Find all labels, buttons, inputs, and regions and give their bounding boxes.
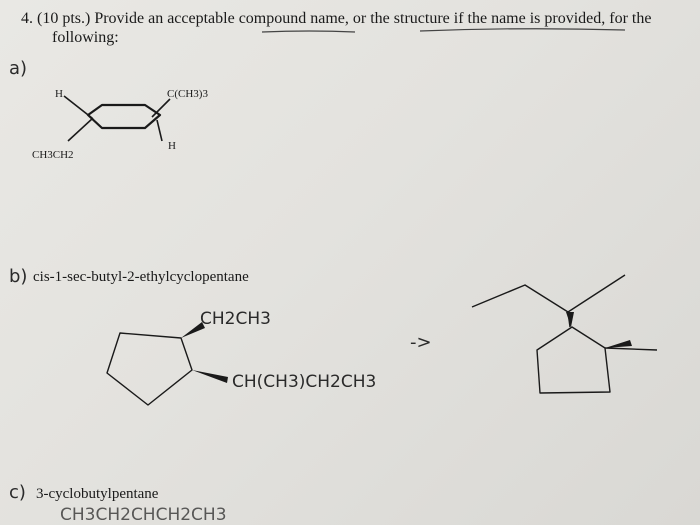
underline-compound-name [262,31,355,32]
chair-tert-butyl: C(CH3)3 [167,88,208,100]
chair-substituent-bonds [64,96,170,141]
chair-ethyl: CH3CH2 [32,149,74,161]
cyclopentane-b [107,333,192,405]
part-b-compound-name: cis-1-sec-butyl-2-ethylcyclopentane [33,269,249,285]
handwritten-arrow: -> [410,332,432,353]
underline-structure-name [420,29,625,31]
cyclohexane-chair [88,105,160,128]
part-c-label: c) [9,482,26,503]
part-c-compound-name: 3-cyclobutylpentane [36,486,159,502]
chair-h-top-left: H [55,88,63,100]
wedge-bond-bottom [192,370,228,383]
skeletal-structure [472,275,657,393]
handwritten-ethyl: CH2CH3 [200,309,271,329]
question-line-1: 4. (10 pts.) Provide an acceptable compound name, or the structure if the name is provided, for the [21,10,652,27]
handwritten-sec-butyl: CH(CH3)CH2CH3 [232,372,377,392]
wedge-bond-skeletal [605,340,632,348]
part-a-label: a) [9,58,28,79]
part-b-label: b) [9,266,28,287]
chair-h-bottom-right: H [168,140,176,152]
question-line-2: following: [52,29,119,46]
handwritten-partial-structure: CH3CH2CHCH2CH3 [60,505,227,525]
